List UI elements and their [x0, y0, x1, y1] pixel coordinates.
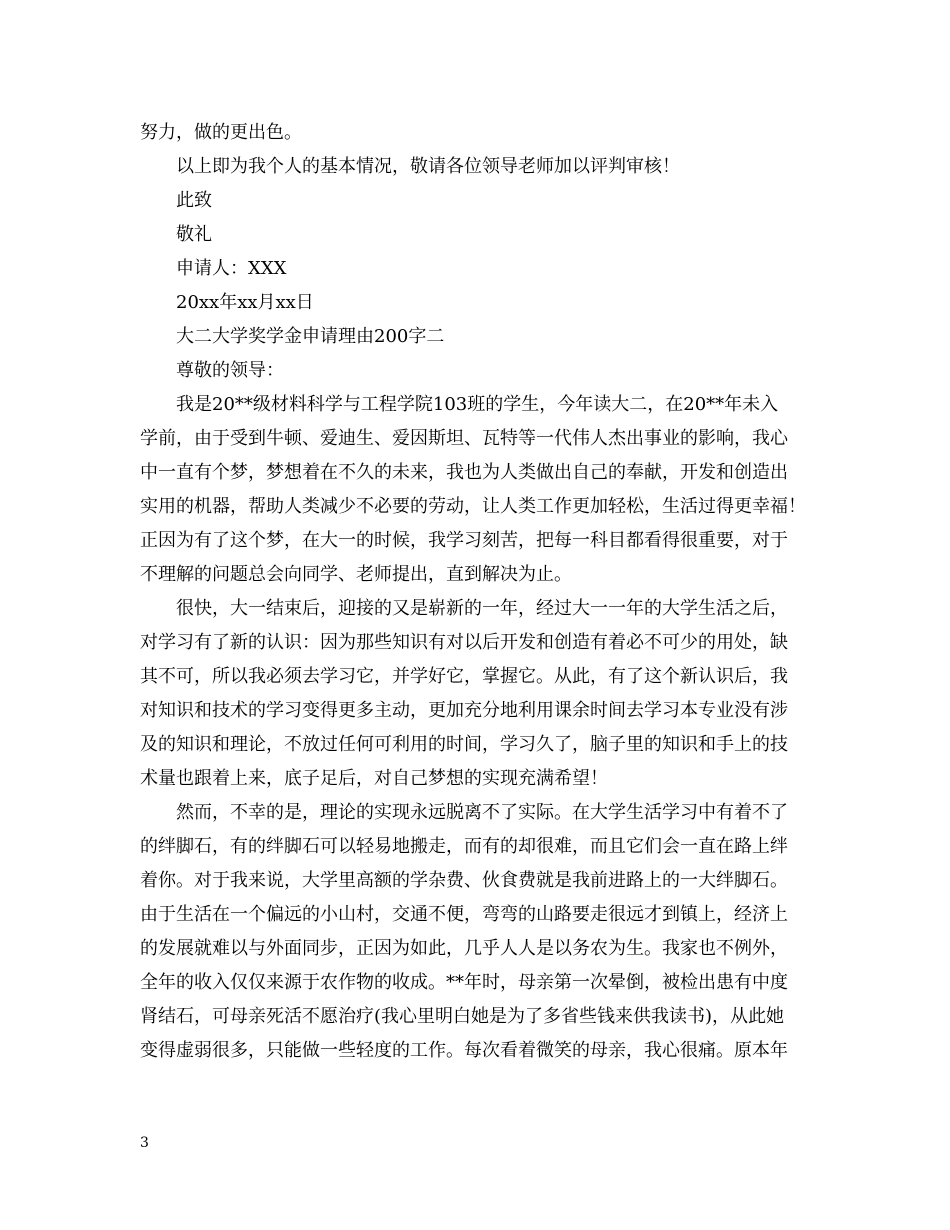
text-line: 以上即为我个人的基本情况，敬请各位领导老师加以评判审核！ — [176, 156, 680, 177]
text-line: 此致 — [176, 190, 212, 211]
text-line: 正因为有了这个梦，在大一的时候，我学习刻苦，把每一科目都看得很重要，对于 — [140, 530, 788, 551]
page-number: 3 — [140, 1135, 149, 1151]
text-line: 对学习有了新的认识：因为那些知识有对以后开发和创造有着必不可少的用处，缺 — [140, 632, 788, 653]
text-line: 全年的收入仅仅来源于农作物的收成。**年时，母亲第一次晕倒，被检出患有中度 — [140, 972, 788, 993]
text-line: 申请人：XXX — [176, 258, 287, 279]
text-line: 不理解的问题总会向同学、老师提出，直到解决为止。 — [140, 564, 572, 585]
text-line: 的绊脚石，有的绊脚石可以轻易地搬走，而有的却很难，而且它们会一直在路上绊 — [140, 836, 788, 857]
text-line: 然而，不幸的是，理论的实现永远脱离不了实际。在大学生活学习中有着不了 — [176, 802, 788, 823]
text-line: 我是20**级材料科学与工程学院103班的学生，今年读大二，在20**年未入 — [176, 394, 779, 415]
text-line: 学前，由于受到牛顿、爱迪生、爱因斯坦、瓦特等一代伟人杰出事业的影响，我心 — [140, 428, 788, 449]
text-line: 肾结石，可母亲死活不愿治疗(我心里明白她是为了多省些钱来供我读书)，从此她 — [140, 1006, 785, 1027]
text-line: 中一直有个梦，梦想着在不久的未来，我也为人类做出自己的奉献，开发和创造出 — [140, 462, 788, 483]
text-line: 大二大学奖学金申请理由200字二 — [176, 326, 445, 347]
text-line: 努力，做的更出色。 — [140, 122, 302, 143]
text-line: 的发展就难以与外面同步，正因为如此，几乎人人是以务农为生。我家也不例外， — [140, 938, 788, 959]
text-line: 尊敬的领导： — [176, 360, 284, 381]
text-line: 20xx年xx月xx日 — [176, 292, 314, 313]
document-body — [140, 116, 822, 1068]
text-line: 着你。对于我来说，大学里高额的学杂费、伙食费就是我前进路上的一大绊脚石。 — [140, 870, 788, 891]
text-line: 由于生活在一个偏远的小山村，交通不便，弯弯的山路要走很远才到镇上，经济上 — [140, 904, 788, 925]
text-line: 对知识和技术的学习变得更多主动，更加充分地利用课余时间去学习本专业没有涉 — [140, 700, 788, 721]
text-line: 变得虚弱很多，只能做一些轻度的工作。每次看着微笑的母亲，我心很痛。原本年 — [140, 1040, 788, 1061]
text-line: 术量也跟着上来，底子足后，对自己梦想的实现充满希望！ — [140, 768, 608, 789]
text-line: 实用的机器，帮助人类减少不必要的劳动，让人类工作更加轻松，生活过得更幸福！ — [140, 496, 806, 517]
text-line: 很快，大一结束后，迎接的又是崭新的一年，经过大一一年的大学生活之后， — [176, 598, 788, 619]
text-line: 敬礼 — [176, 224, 212, 245]
text-line: 及的知识和理论，不放过任何可利用的时间，学习久了，脑子里的知识和手上的技 — [140, 734, 788, 755]
text-line: 其不可，所以我必须去学习它，并学好它，掌握它。从此，有了这个新认识后，我 — [140, 666, 788, 687]
